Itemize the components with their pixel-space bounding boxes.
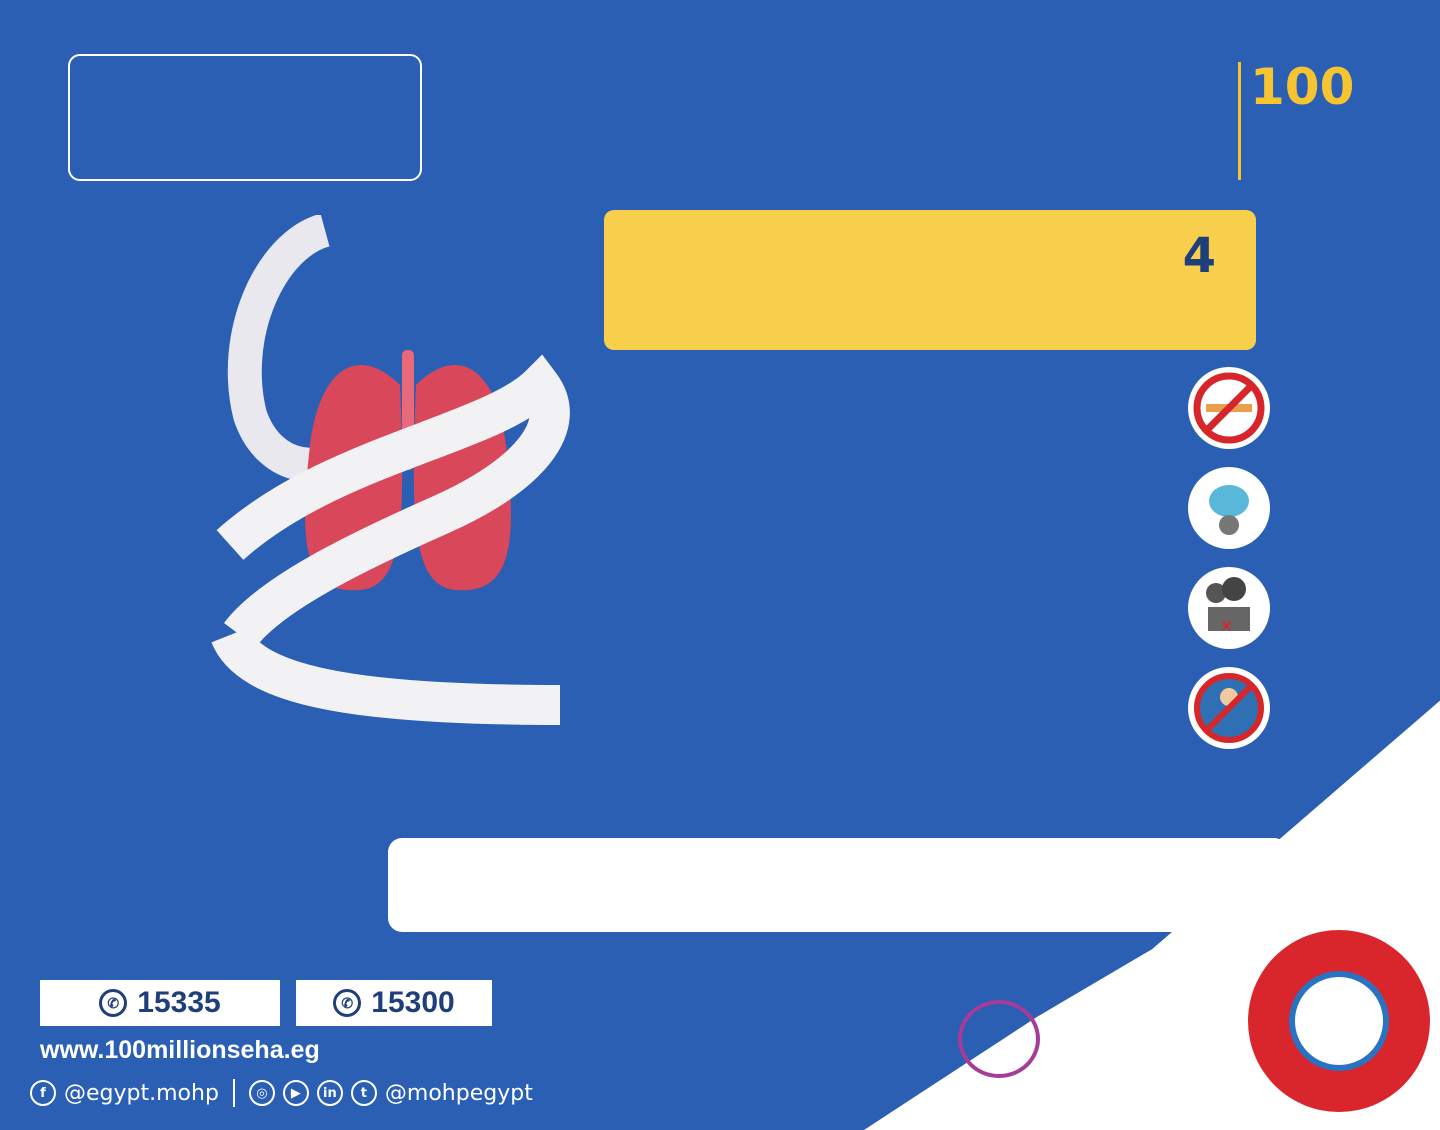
facebook-handle[interactable]: @egypt.mohp xyxy=(64,1080,219,1106)
social-bar xyxy=(30,1078,533,1108)
logo-divider xyxy=(1238,62,1241,180)
lungs-ribbon-illustration xyxy=(210,215,580,735)
ministry-logo-inner xyxy=(1289,971,1389,1071)
initiative-banner xyxy=(388,838,1288,932)
ministry-of-health-logo xyxy=(1248,930,1430,1112)
svg-text:×: × xyxy=(1220,616,1234,635)
divider xyxy=(233,1079,235,1107)
website-link[interactable]: www.100millionseha.eg xyxy=(40,1036,320,1064)
no-smoking-icon xyxy=(1188,367,1270,449)
twitter-icon[interactable]: t xyxy=(351,1080,377,1106)
no-passive-smoking-icon xyxy=(1188,667,1270,749)
cancer-initiative-logo xyxy=(958,1000,1040,1078)
hotline-2[interactable] xyxy=(296,980,492,1026)
youtube-icon[interactable]: ▶ xyxy=(283,1080,309,1106)
hotline-1[interactable] xyxy=(40,980,280,1026)
facebook-icon[interactable]: f xyxy=(30,1080,56,1106)
factory-smoke-icon xyxy=(1188,567,1270,649)
hotline-1-number: 15335 xyxy=(137,986,221,1019)
social-handle[interactable]: @mohpegypt xyxy=(384,1080,533,1106)
instagram-icon[interactable]: ◎ xyxy=(249,1080,275,1106)
campaign-logo-number: 100 xyxy=(1250,58,1355,116)
title-box xyxy=(604,210,1256,350)
phone-icon: ✆ xyxy=(333,989,361,1017)
initiative-box xyxy=(68,54,422,181)
phone-icon: ✆ xyxy=(99,989,127,1017)
hotline-2-number: 15300 xyxy=(371,986,455,1019)
linkedin-icon[interactable]: in xyxy=(317,1080,343,1106)
gas-mask-icon xyxy=(1188,467,1270,549)
title-number: 4 xyxy=(1182,228,1216,284)
